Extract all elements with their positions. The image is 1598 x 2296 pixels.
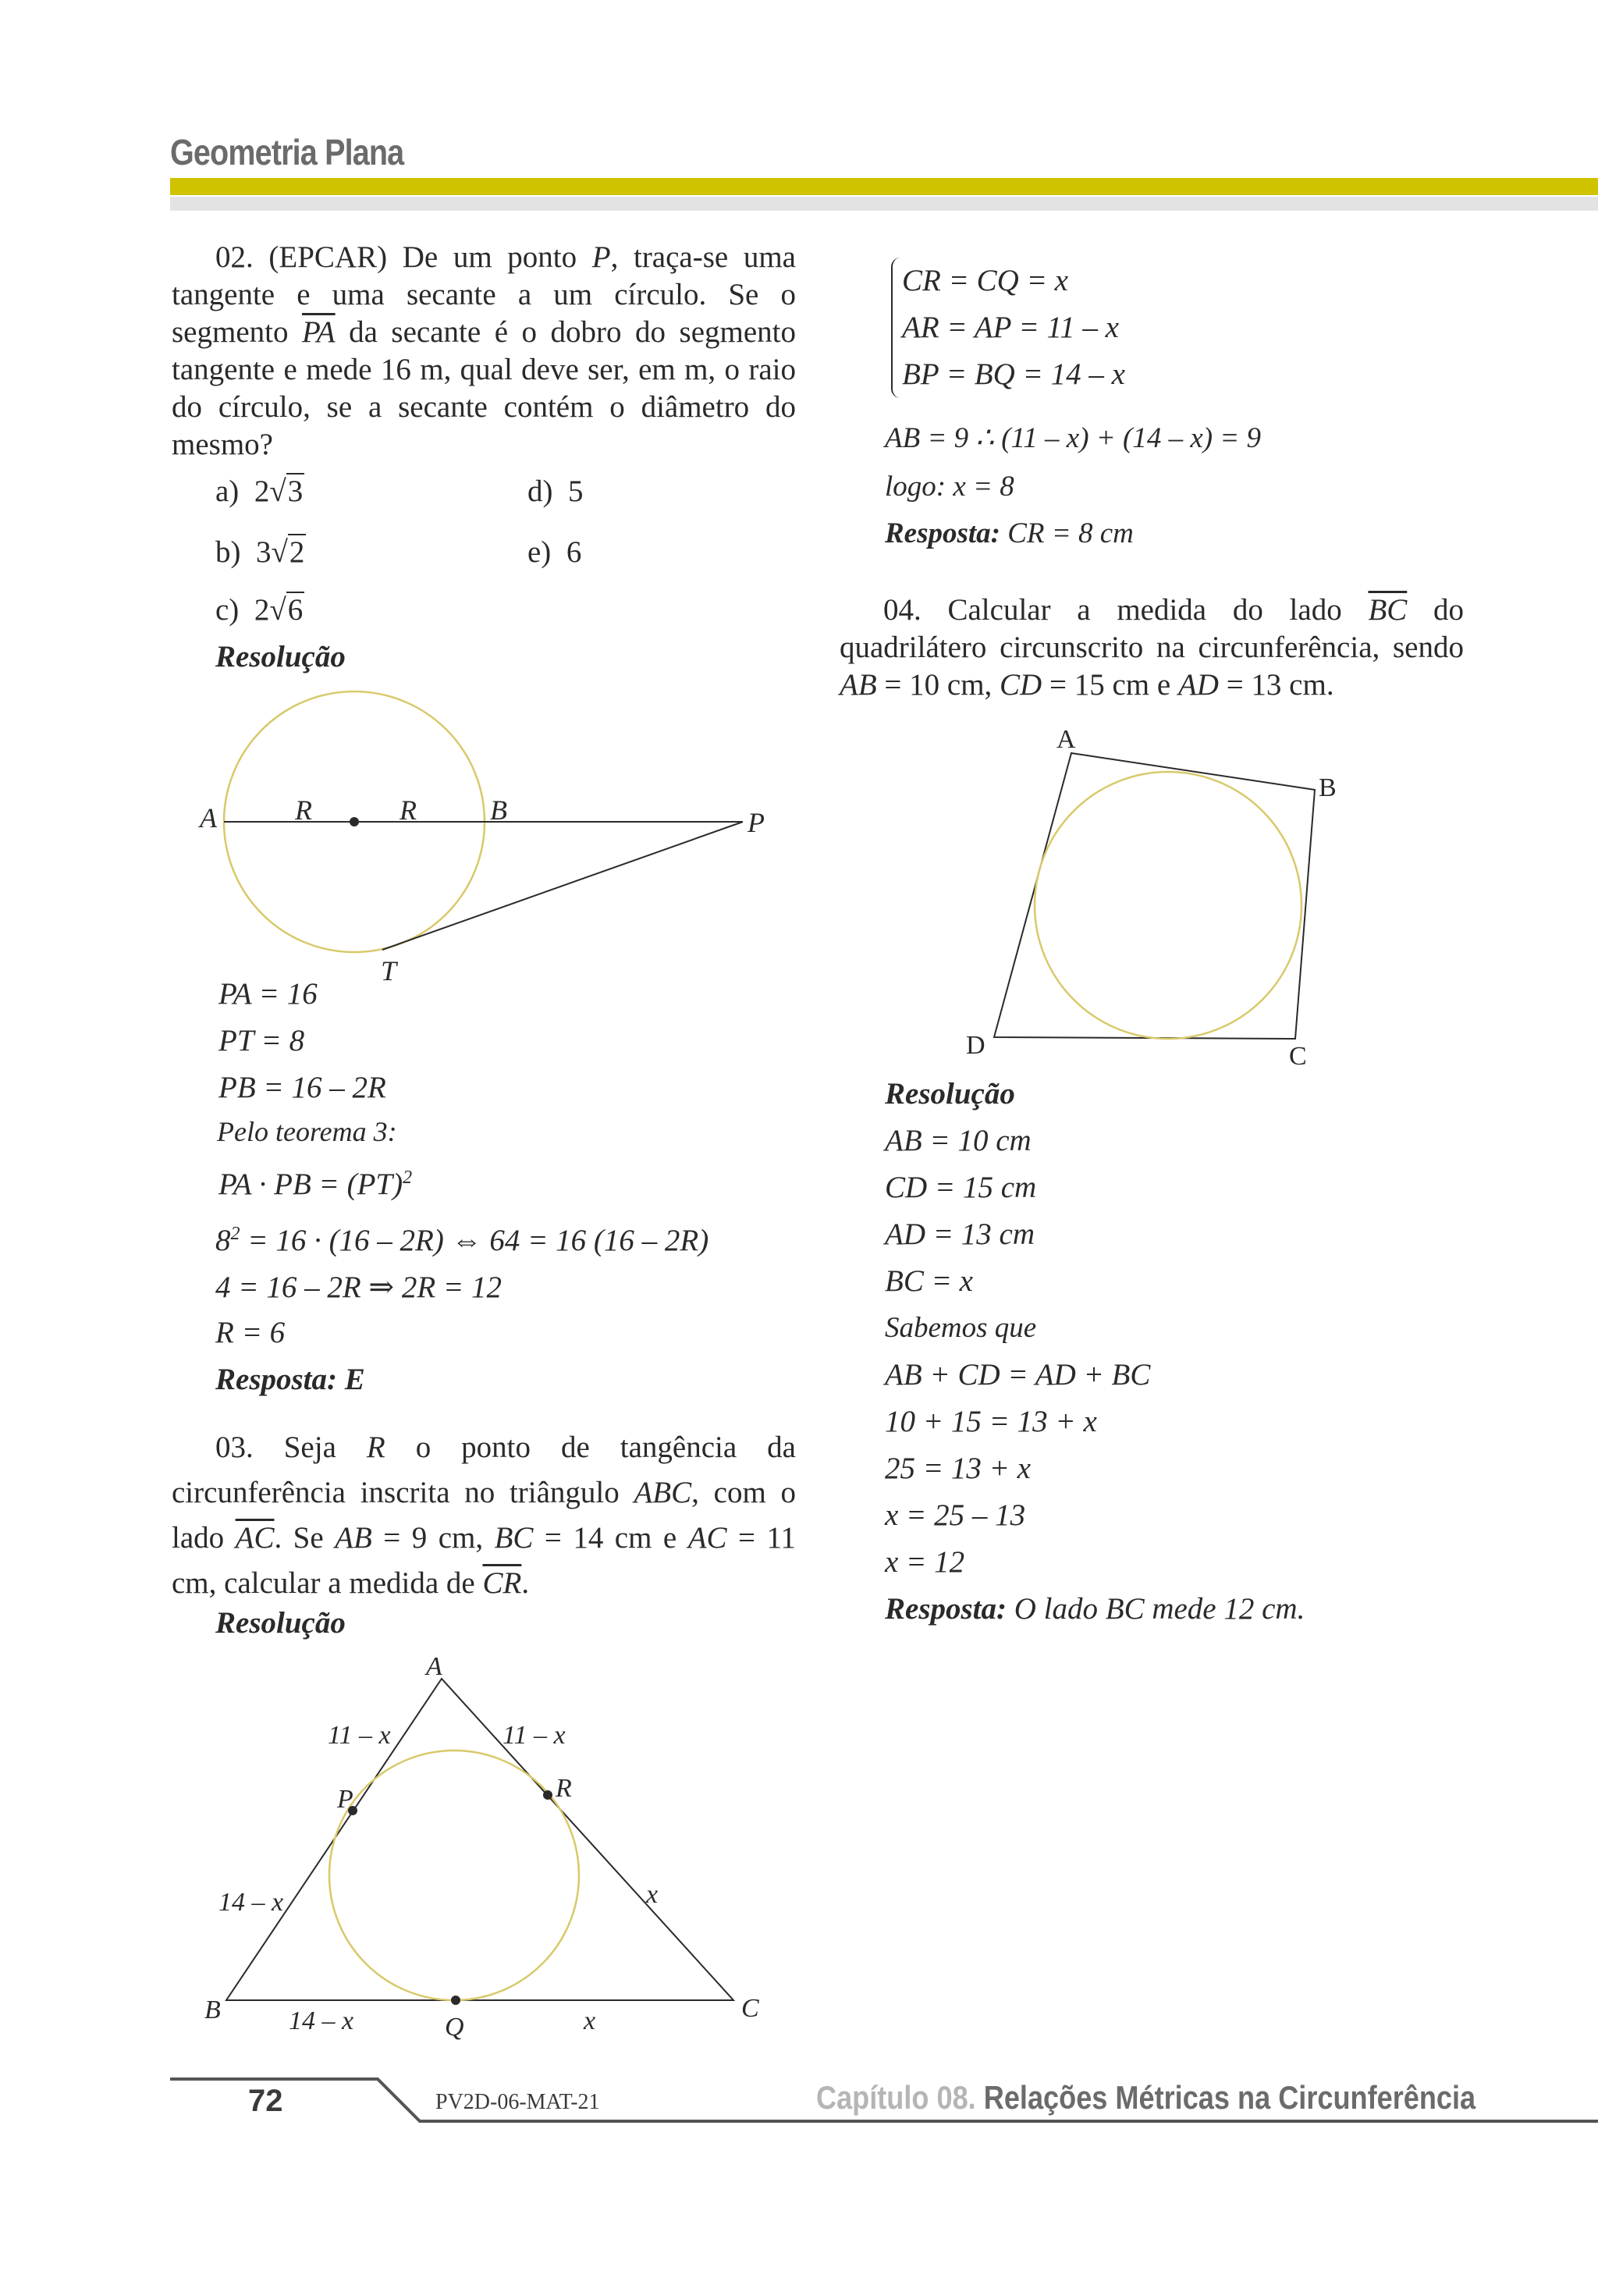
q04-line-ad: AD = 13 cm xyxy=(885,1217,1035,1251)
q02-equation-2: $8^2 = 16 \cdot (16 - 2R)$ ⇔ 64 = 16 (16 – 2R) xyxy=(215,1224,709,1257)
q02-label-r1: R xyxy=(295,794,312,826)
q03-label-p: P xyxy=(337,1785,353,1814)
q02-p-var: P xyxy=(591,240,611,274)
q04-line-sum: AB + CD = AD + BC xyxy=(885,1358,1151,1391)
q04-line-ab: AB = 10 cm xyxy=(885,1124,1032,1157)
footer-chapter: Capítulo 08. Relações Métricas na Circunferência xyxy=(816,2079,1476,2116)
q04-label-b: B xyxy=(1319,773,1337,802)
q02-label-t: T xyxy=(381,955,397,986)
option-e: e) 6 xyxy=(527,535,582,569)
q02-equation-3: 4 = 16 – 2R ⇒ 2R = 12 xyxy=(215,1271,502,1304)
q04-line-25: 25 = 13 + x xyxy=(885,1452,1031,1485)
option-a: a) 2√3 xyxy=(215,474,304,508)
q02-text-a: , traça-se uma tangente e uma secante a um círculo. Se o segmento xyxy=(172,240,796,349)
q02-segment-pa: $\overline{PA}$ xyxy=(301,315,336,349)
q03-label-b: B xyxy=(204,1996,221,2024)
q04-label-a: A xyxy=(1056,725,1076,754)
q02-equation-1: PA · PB = (PT)$^2$ xyxy=(218,1168,413,1201)
q04-label-d: D xyxy=(966,1031,985,1060)
q02-label-b: B xyxy=(490,794,507,826)
q04-answer: Resposta: O lado BC mede 12 cm. xyxy=(885,1592,1305,1626)
q03-label-ar: 11 – x xyxy=(502,1721,566,1750)
q04-line-x-sub: x = 25 – 13 xyxy=(885,1498,1026,1532)
q04-line-bc: BC = x xyxy=(885,1264,973,1298)
option-c: c) 2√6 xyxy=(215,593,304,627)
footer-code: PV2D-06-MAT-21 xyxy=(435,2090,600,2114)
q03-segment-cr: $\overline{CR}$ xyxy=(482,1566,522,1600)
q03-label-cq: x xyxy=(584,2006,596,2035)
q04-resolution-label: Resolução xyxy=(885,1077,1015,1111)
q02-answer: Resposta: E xyxy=(215,1363,365,1396)
q02-label-a: A xyxy=(200,802,217,833)
page-header-title: Geometria Plana xyxy=(170,132,404,172)
page-number: 72 xyxy=(248,2084,283,2118)
q03-label-cr: x xyxy=(646,1880,659,1909)
q03-label-bp: 14 – x xyxy=(218,1888,284,1917)
q02-intro: 02. (EPCAR) De um ponto xyxy=(215,240,592,274)
option-b: b) 3√2 xyxy=(215,535,305,569)
q04-line-sabemos: Sabemos que xyxy=(885,1312,1037,1344)
option-d: d) 5 xyxy=(527,474,584,508)
q04-line-x-12: x = 12 xyxy=(885,1545,965,1579)
q03-answer: Resposta: CR = 8 cm xyxy=(885,517,1134,549)
q03-line-1: AB = 9 ∴ (11 – x) + (14 – x) = 9 xyxy=(885,422,1262,454)
q02-resolution-label: Resolução xyxy=(215,640,346,674)
q03-label-q: Q xyxy=(445,2013,464,2042)
q02-text-b: da secante é o dobro do segmento tangente e mede 16 m, qual deve ser, em m, o raio do círculo, se a secante contém o diâmetro do mesmo? xyxy=(172,315,796,461)
q03-label-r: R xyxy=(556,1774,572,1803)
q03-line-2: logo: x = 8 xyxy=(885,471,1014,503)
q04-label-c: C xyxy=(1289,1042,1307,1071)
q03-label-a: A xyxy=(426,1652,442,1681)
q03-label-bq: 14 – x xyxy=(289,2006,354,2035)
q02-line-pa: PA = 16 xyxy=(218,977,318,1011)
q04-line-subst: 10 + 15 = 13 + x xyxy=(885,1405,1097,1438)
q03-system-line-1: CR = CQ = x xyxy=(902,264,1068,297)
q03-label-ap: 11 – x xyxy=(328,1721,391,1750)
q02-label-r2: R xyxy=(400,794,417,826)
q02-label-p: P xyxy=(748,807,765,838)
question-04-text: 04. Calcular a medida do lado $\overline{BC}$ do quadrilátero circunscrito na circunferência, sendo AB = 10 cm, CD = 15 cm e AD = 13 cm. xyxy=(840,593,1465,702)
q02-equation-4: R = 6 xyxy=(215,1316,286,1349)
q03-system-line-3: BP = BQ = 14 – x xyxy=(902,357,1125,391)
q04-segment-bc: $\overline{BC}$ xyxy=(1368,593,1408,627)
q02-theorem-line: Pelo teorema 3: xyxy=(217,1116,397,1147)
q02-line-pb: PB = 16 – 2R xyxy=(218,1071,386,1104)
question-03-text: 03. Seja R o ponto de tangência da circunferência inscrita no triângulo ABC, com o lado $\overline{AC}$. Se AB = 9 cm, BC = 14 cm e AC = 11 cm, calcular a medida de $\overline{CR}$. xyxy=(172,1431,797,1600)
q04-line-cd: CD = 15 cm xyxy=(885,1171,1037,1204)
q03-label-c: C xyxy=(741,1994,759,2023)
q02-line-pt: PT = 8 xyxy=(218,1024,305,1057)
q03-system-line-2: AR = AP = 11 – x xyxy=(902,311,1119,344)
q03-segment-ac: $\overline{AC}$ xyxy=(235,1521,275,1555)
q03-resolution-label: Resolução xyxy=(215,1606,346,1640)
